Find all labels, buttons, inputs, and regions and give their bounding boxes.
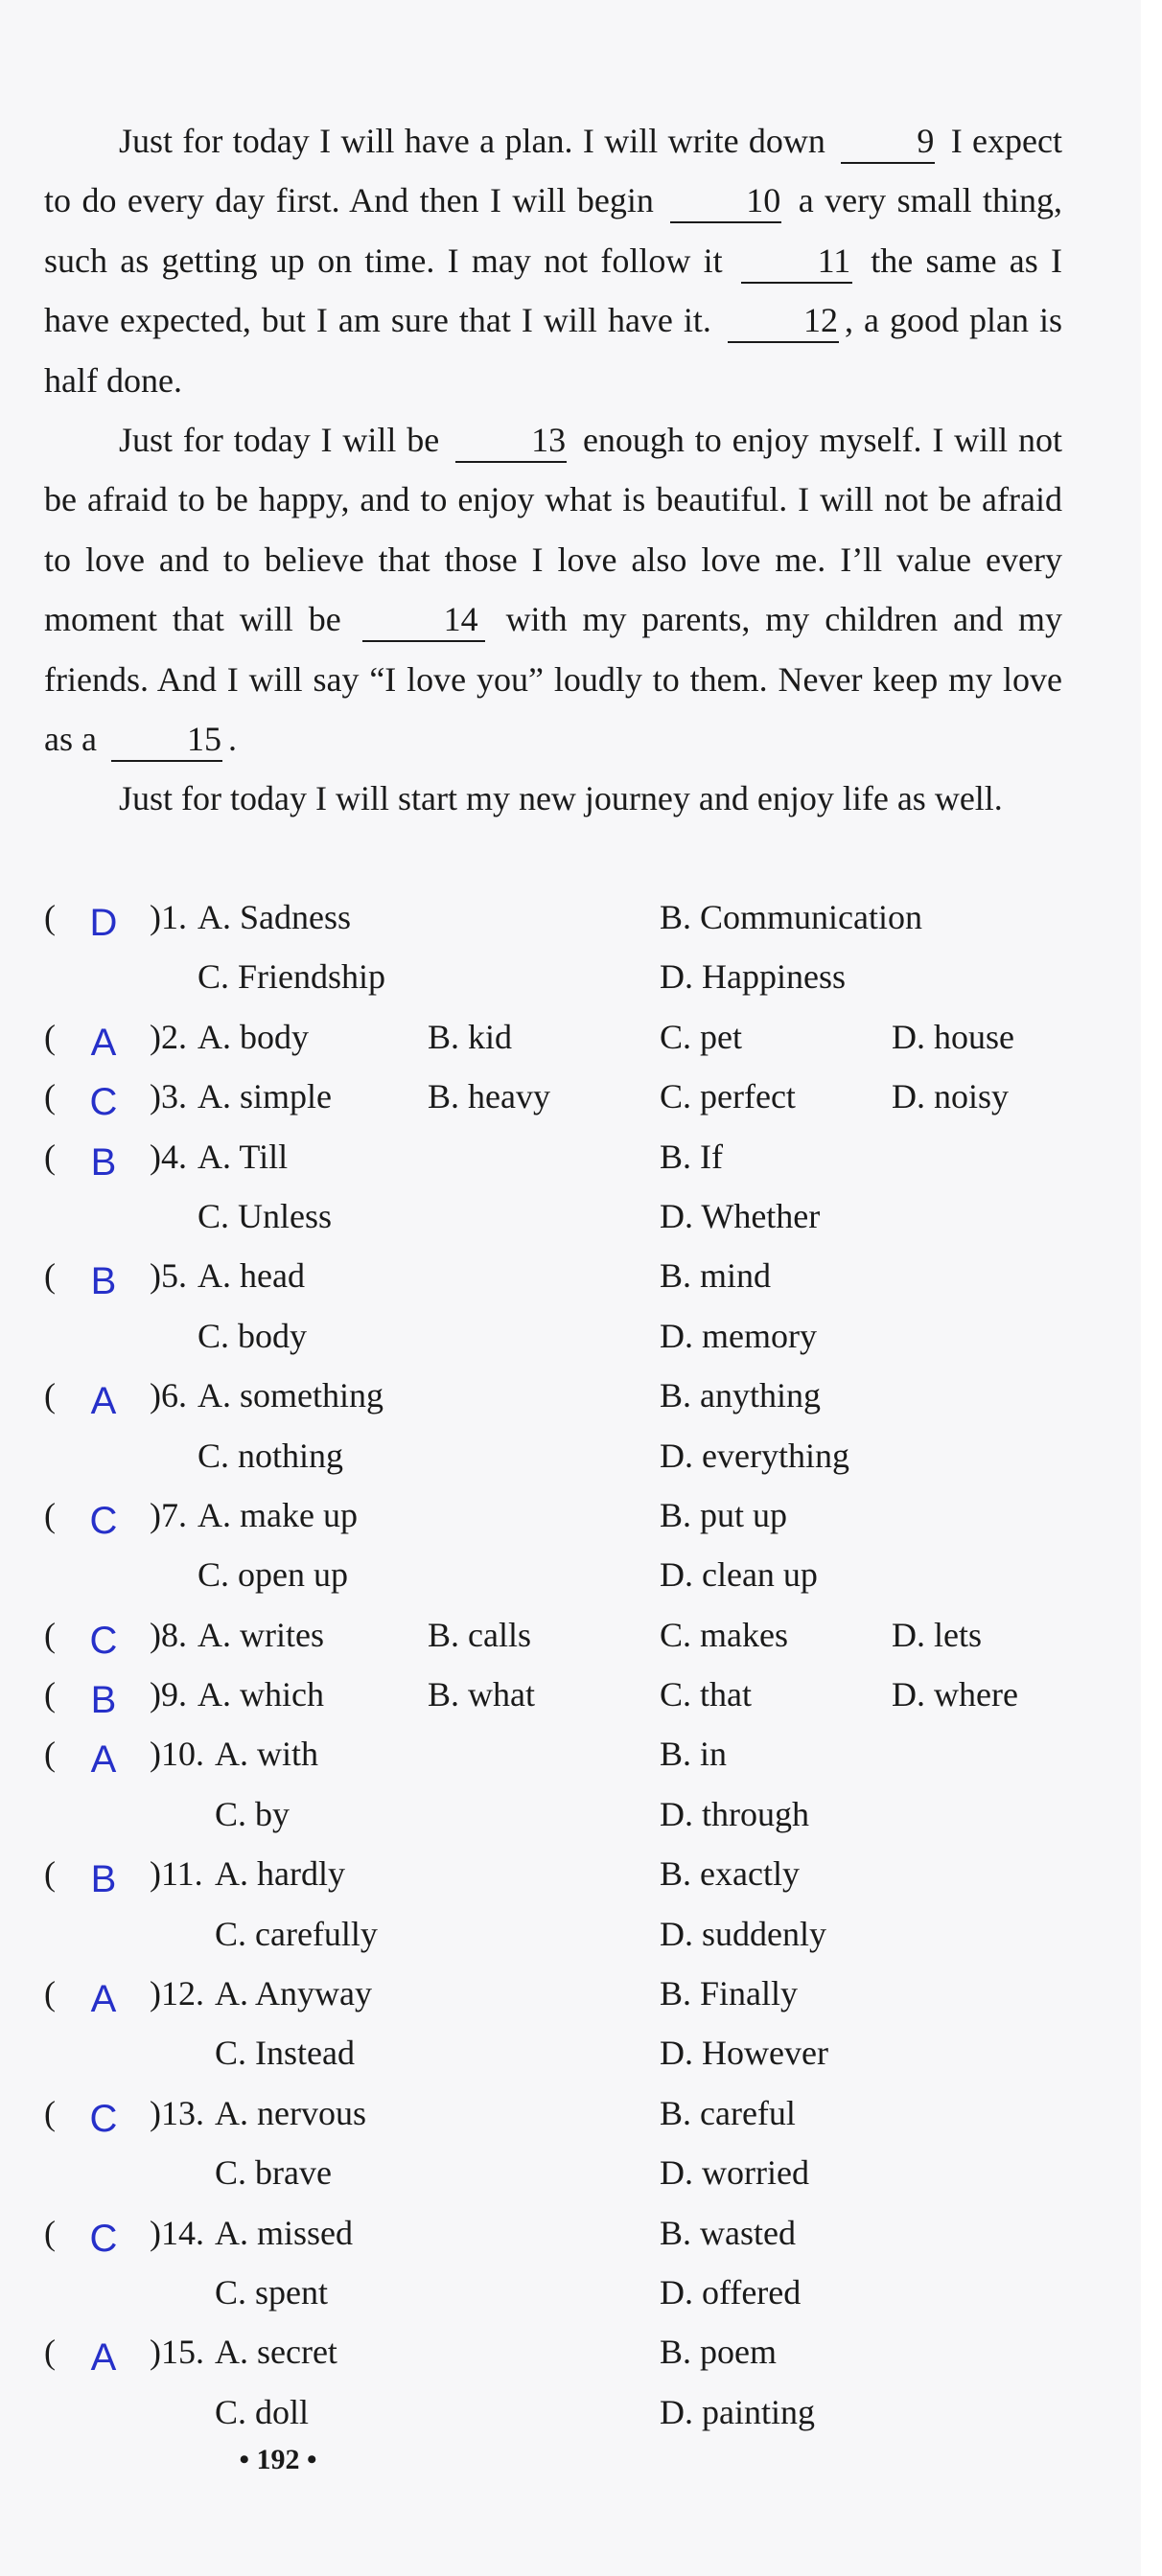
question-row-cont [44,2263,1080,2322]
option-a: A. Till [198,1137,289,1176]
question-row [44,887,1080,947]
option-d: D. house [892,1017,1014,1056]
paren-open: ( [44,1376,56,1415]
blank-11: 11 [741,240,852,284]
answer-mark: C [89,1081,118,1124]
question-number: )15. [150,2333,204,2372]
question-row [44,1007,1080,1067]
question-row [44,2322,1080,2381]
option-b: B. kid [428,1017,513,1056]
question-row [44,2203,1080,2263]
question-number: )4. [150,1137,187,1176]
answer-mark: B [90,1858,117,1901]
cloze-passage [44,111,1062,829]
question-row [44,1844,1080,1903]
answer-mark: C [89,2097,118,2140]
paren-open: ( [44,2333,56,2372]
option-d: D. However [660,2034,828,2073]
question-number: )3. [150,1077,187,1116]
question-row-cont [44,1186,1080,1246]
option-b: B. exactly [660,1854,800,1894]
paren-open: ( [44,2213,56,2252]
option-d: D. offered [660,2272,802,2312]
option-d: D. everything [660,1436,849,1475]
answer-mark: C [89,1619,118,1662]
blank-14: 14 [362,598,485,642]
option-a: A. secret [215,2333,337,2372]
option-b: B. wasted [660,2213,796,2252]
option-c: C. makes [660,1615,788,1654]
answer-mark: A [90,1738,117,1782]
question-row [44,1665,1080,1724]
option-d: D. lets [892,1615,982,1654]
paragraph-2 [44,410,1062,769]
blank-9: 9 [841,120,935,164]
option-c: C. spent [215,2272,329,2312]
option-b: B. anything [660,1376,821,1415]
answer-mark: A [90,1978,117,2021]
option-c: C. that [660,1675,752,1714]
option-c: C. Instead [215,2034,355,2073]
paren-open: ( [44,1675,56,1714]
passage-text: . [227,720,237,759]
question-number: )11. [150,1854,203,1894]
option-a: A. head [198,1256,305,1296]
paren-open: ( [44,1974,56,2013]
option-b: B. careful [660,2093,796,2132]
option-c: C. Unless [198,1196,333,1235]
answer-mark: B [90,1679,117,1722]
option-d: D. noisy [892,1077,1010,1116]
question-row [44,2083,1080,2143]
option-b: B. heavy [428,1077,550,1116]
question-row-cont [44,2143,1080,2202]
passage-text: Just for today I will have a plan. I will write down [119,122,825,160]
blank-15: 15 [111,718,222,762]
question-list [44,887,1080,2442]
option-a: A. missed [215,2213,353,2252]
question-number: )1. [150,898,187,936]
option-c: C. pet [660,1017,742,1056]
page-number: • 192 • [239,2444,317,2475]
paragraph-1 [44,111,1062,410]
question-row [44,1246,1080,1305]
question-row [44,1127,1080,1186]
option-c: C. carefully [215,1914,378,1953]
option-b: B. Communication [660,898,922,936]
option-a: A. nervous [215,2093,366,2132]
option-a: A. something [198,1376,383,1415]
answer-mark: B [90,1140,117,1184]
answer-mark: A [90,2336,117,2380]
question-row [44,1724,1080,1783]
question-row-cont [44,1545,1080,1604]
question-number: )2. [150,1017,187,1056]
question-number: )8. [150,1615,187,1654]
answer-mark: B [90,1260,117,1303]
option-c: C. open up [198,1555,348,1595]
passage-text: , a good plan is half done. [44,301,1063,400]
question-number: )10. [150,1735,204,1774]
option-a: A. writes [198,1615,324,1654]
passage-text: a very small thing, such as getting up on time. I may not follow it [44,181,1063,280]
option-b: B. If [660,1137,723,1176]
blank-12: 12 [728,299,839,343]
option-b: B. put up [660,1495,788,1534]
option-c: C. Friendship [198,957,386,997]
answer-mark: C [89,1499,118,1542]
paren-open: ( [44,1495,56,1534]
paren-open: ( [44,1137,56,1176]
question-row-cont [44,2023,1080,2082]
option-d: D. suddenly [660,1914,826,1953]
option-b: B. calls [428,1615,531,1654]
answer-mark: A [90,1380,117,1423]
question-number: )14. [150,2213,204,2252]
option-a: A. body [198,1017,309,1056]
question-row [44,1366,1080,1425]
paren-open: ( [44,1256,56,1296]
option-a: A. Sadness [198,898,351,936]
option-d: D. Happiness [660,957,846,997]
paren-open: ( [44,1735,56,1774]
question-row [44,1485,1080,1545]
answer-mark: D [89,902,118,944]
passage-text: enough to enjoy myself. I will not be afraid to be happy, and to enjoy what is beautiful. I will not be afraid to love and to believe that those I love also love me. I’ll value every moment that will be [44,421,1063,639]
option-c: C. body [198,1316,308,1355]
question-number: )9. [150,1675,187,1714]
question-number: )5. [150,1256,187,1296]
question-row-cont [44,947,1080,1006]
paren-open: ( [44,898,56,936]
answer-mark: C [89,2217,118,2260]
option-a: A. simple [198,1077,332,1116]
passage-text: the same as I have expected, but I am sure that I will have it. [44,241,1062,340]
passage-text: I expect to do every day first. And then I will begin [44,122,1062,220]
blank-10: 10 [670,179,781,223]
option-d: D. Whether [660,1196,821,1235]
question-row-cont [44,1306,1080,1366]
passage-text: with my parents, my children and my friends. And I will say “I love you” loudly to them. Never keep my love as a [44,600,1062,759]
answer-mark: A [90,1021,117,1064]
option-a: A. Anyway [215,1974,372,2013]
blank-13: 13 [455,419,567,463]
paren-open: ( [44,1017,56,1056]
option-b: B. Finally [660,1974,799,2013]
paren-open: ( [44,2093,56,2132]
option-b: B. in [660,1735,728,1774]
paragraph-3 [44,769,1062,828]
paren-open: ( [44,1615,56,1654]
passage-text: Just for today I will start my new journey and enjoy life as well. [119,779,1003,818]
option-a: A. with [215,1735,318,1774]
option-d: D. clean up [660,1555,818,1595]
option-c: C. nothing [198,1436,344,1475]
passage-text: Just for today I will be [119,421,440,460]
paren-open: ( [44,1854,56,1894]
option-a: A. which [198,1675,324,1714]
question-number: )13. [150,2093,204,2132]
option-a: A. make up [198,1495,358,1534]
option-c: C. brave [215,2153,332,2193]
option-c: C. perfect [660,1077,796,1116]
question-row [44,1067,1080,1126]
option-c: C. doll [215,2392,310,2431]
question-row [44,1605,1080,1665]
question-row-cont [44,1904,1080,1964]
question-number: )7. [150,1495,187,1534]
option-b: B. what [428,1675,535,1714]
question-row [44,1964,1080,2023]
question-row-cont [44,1784,1080,1844]
option-b: B. mind [660,1256,772,1296]
option-d: D. painting [660,2392,815,2431]
option-d: D. worried [660,2153,809,2193]
option-d: D. memory [660,1316,817,1355]
paren-open: ( [44,1077,56,1116]
question-number: )6. [150,1376,187,1415]
option-b: B. poem [660,2333,777,2372]
question-row-cont [44,1426,1080,1485]
option-d: D. through [660,1794,809,1833]
option-c: C. by [215,1794,290,1833]
question-row-cont [44,2382,1080,2442]
option-d: D. where [892,1675,1018,1714]
option-a: A. hardly [215,1854,345,1894]
question-number: )12. [150,1974,204,2013]
